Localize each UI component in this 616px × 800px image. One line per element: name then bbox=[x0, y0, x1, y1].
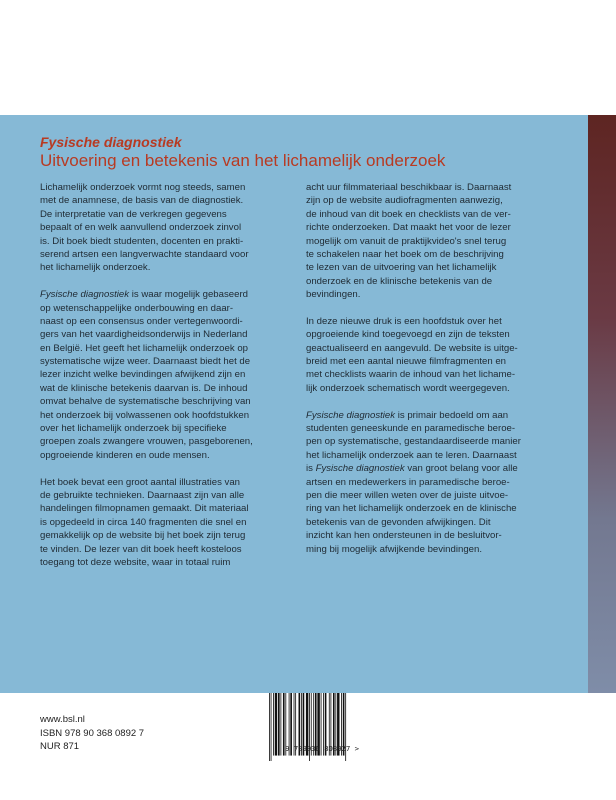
text-line: betekenis van de gevonden afwijkingen. Dit bbox=[306, 516, 491, 528]
text-line: gemakkelijk op de website bij het boek zijn terug bbox=[40, 530, 246, 542]
text-line bbox=[40, 288, 280, 301]
text-line: met de anamnese, de basis van de diagnostiek. bbox=[40, 195, 244, 207]
text-segment: is bbox=[306, 463, 316, 475]
text-line: richte onderzoeken. Dat maakt het voor de lezer bbox=[306, 222, 511, 234]
paragraph-gap bbox=[40, 275, 280, 288]
text-line: te vinden. De lezer van dit boek heeft kosteloos bbox=[40, 543, 242, 555]
text-line: wat de klinische betekenis daarvan is. De inhoud bbox=[40, 382, 248, 394]
text-line: omvat behalve de systematische beschrijving van bbox=[40, 396, 251, 408]
text-line: ming bij mogelijk afwijkende bevindingen. bbox=[306, 543, 482, 555]
blurb-column-left bbox=[40, 181, 280, 569]
book-subtitle: Uitvoering en betekenis van het lichamelijk onderzoek bbox=[40, 151, 446, 170]
text-line: zijn op de website audiofragmenten aanwezig, bbox=[306, 195, 503, 207]
text-line: en België. Het geeft het lichamelijk onderzoek op bbox=[40, 342, 248, 354]
text-line: naast op een consensus onder vertegenwoordi- bbox=[40, 315, 243, 327]
text-line: bepaalt of en welk aanvullend onderzoek zinvol bbox=[40, 222, 242, 234]
nur-code: NUR 871 bbox=[40, 741, 80, 752]
paragraph-gap bbox=[306, 302, 546, 315]
text-line: het lichamelijk onderzoek. bbox=[40, 262, 151, 274]
text-line: studenten geneeskunde en paramedische beroe- bbox=[306, 423, 516, 435]
text-line: serend artsen een langverwachte standaard voor bbox=[40, 248, 249, 260]
text-line: lezer inzicht welke bevindingen afwijkend zijn en bbox=[40, 369, 246, 381]
text-line: gers van het vaardigheidsonderwijs in Nederland bbox=[40, 329, 248, 341]
text-line: pen op systematische, gestandaardiseerde manier bbox=[306, 436, 521, 448]
paragraph-gap bbox=[40, 462, 280, 475]
text-line: over het lichamelijk onderzoek bij specifieke bbox=[40, 423, 227, 435]
text-segment: is waar mogelijk gebaseerd bbox=[129, 289, 248, 301]
text-line: het onderzoek bij volwassenen ook hoofdstukken bbox=[40, 409, 250, 421]
text-line bbox=[306, 462, 546, 475]
isbn-number: ISBN 978 90 368 0892 7 bbox=[40, 727, 145, 739]
text-line: In deze nieuwe druk is een hoofdstuk over het bbox=[306, 315, 502, 327]
blurb-column-right bbox=[306, 181, 546, 556]
text-line: systematische wijze weer. Daarnaast biedt het de bbox=[40, 356, 251, 368]
text-line: is opgedeeld in circa 140 fragmenten die snel en bbox=[40, 516, 247, 528]
text-line: bevindingen. bbox=[306, 289, 361, 301]
publisher-website: www.bsl.nl bbox=[40, 714, 85, 725]
text-line: met checklists waarin de inhoud van het lichame- bbox=[306, 369, 516, 381]
text-line: de inhoud van dit boek en checklists van de ver- bbox=[306, 208, 511, 220]
book-title-mention: Fysische diagnostiek bbox=[315, 463, 405, 475]
text-line: op wetenschappelijke onderbouwing en daar- bbox=[40, 302, 234, 314]
text-segment: is primair bedoeld om aan bbox=[395, 409, 509, 421]
text-line bbox=[306, 409, 546, 422]
book-title: Fysische diagnostiek bbox=[40, 134, 182, 150]
text-line: ring van het lichamelijk onderzoek en de klinische bbox=[306, 503, 517, 515]
book-title-mention: Fysische diagnostiek bbox=[306, 409, 396, 421]
text-segment: van groot belang voor alle bbox=[404, 463, 518, 475]
text-line: Lichamelijk onderzoek vormt nog steeds, samen bbox=[40, 182, 246, 193]
cover-spine-edge bbox=[588, 115, 616, 693]
text-line: geactualiseerd en aangevuld. De website is uitge- bbox=[306, 342, 518, 354]
text-line: handelingen filmopnamen gemaakt. Dit materiaal bbox=[40, 503, 249, 515]
paragraph-gap bbox=[306, 395, 546, 408]
text-line: de gebruikte technieken. Daarnaast zijn van alle bbox=[40, 489, 245, 501]
text-line: is. Dit boek biedt studenten, docenten en prakti- bbox=[40, 235, 244, 247]
text-line: te lezen van de uitvoering van het lichamelijk bbox=[306, 262, 497, 274]
text-line: lijk onderzoek schematisch wordt weergegeven. bbox=[306, 382, 510, 394]
text-line: Het boek bevat een groot aantal illustraties van bbox=[40, 476, 240, 488]
text-line: De interpretatie van de verkregen gegevens bbox=[40, 208, 227, 220]
text-line: opgroeiende kind toegevoegd en zijn de teksten bbox=[306, 329, 510, 341]
text-line: artsen en medewerkers in paramedische beroe- bbox=[306, 476, 510, 488]
text-line: opgroeiende kinderen en oude mensen. bbox=[40, 449, 210, 461]
barcode-digits: 9 789036 808927 > bbox=[285, 744, 359, 753]
text-line: toegang tot deze website, waar in totaal ruim bbox=[40, 556, 231, 568]
text-line: mogelijk om vanuit de praktijkvideo's snel terug bbox=[306, 235, 507, 247]
text-line: onderzoek en de klinische betekenis van de bbox=[306, 275, 493, 287]
text-line: inzicht kan hen ondersteunen in de besluitvor- bbox=[306, 530, 502, 542]
text-line: het lichamelijk onderzoek aan te leren. Daarnaast bbox=[306, 449, 517, 461]
text-line: acht uur filmmateriaal beschikbaar is. Daarnaast bbox=[306, 182, 512, 193]
text-line: pen die meer willen weten over de juiste uitvoe- bbox=[306, 489, 509, 501]
book-title-mention: Fysische diagnostiek bbox=[40, 289, 130, 301]
publisher-info bbox=[40, 713, 144, 754]
text-line: groepen zoals zwangere vrouwen, pasgeborenen, bbox=[40, 436, 253, 448]
top-white-band bbox=[0, 0, 616, 115]
text-line: breid met een aantal nieuwe filmfragmenten en bbox=[306, 356, 506, 368]
text-line: te schakelen naar het boek om de beschrijving bbox=[306, 248, 504, 260]
